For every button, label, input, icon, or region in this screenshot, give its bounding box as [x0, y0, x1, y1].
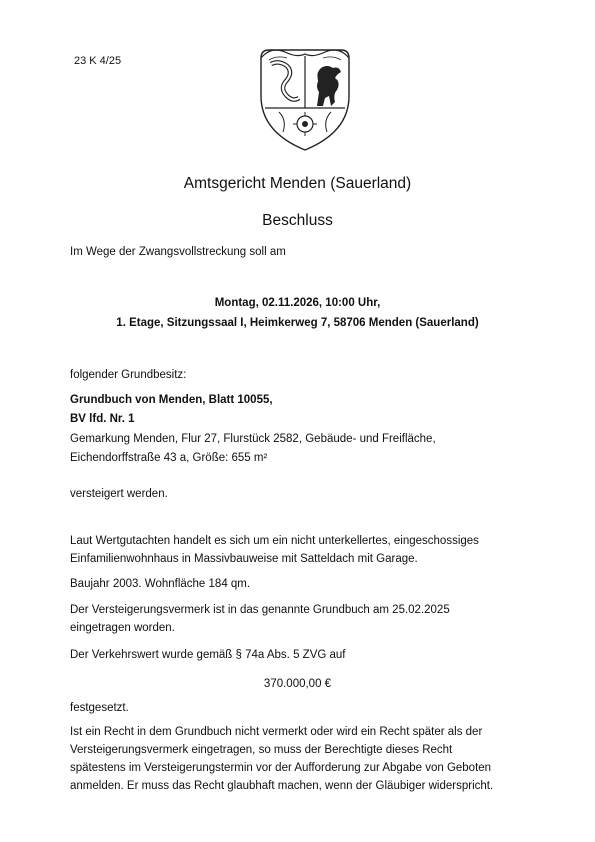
- termin-datum: Montag, 02.11.2026, 10:00 Uhr,: [214, 297, 381, 309]
- festgesetzt-text: festgesetzt.: [70, 702, 129, 714]
- aktenzeichen: 23 K 4/25: [74, 55, 122, 67]
- baujahr-text: Baujahr 2003. Wohnfläche 184 qm.: [70, 578, 251, 590]
- hinweis-zeile3: spätestens im Versteigerungstermin vor der Aufforderung zur Abgabe von Geboten: [70, 762, 492, 774]
- vermerk-zeile1: Der Versteigerungsvermerk ist in das genannte Grundbuch am 25.02.2025: [70, 604, 450, 616]
- grundbuch-text: Grundbuch von Menden, Blatt 10055,: [70, 394, 273, 406]
- adresse-text: Eichendorffstraße 43 a, Größe: 655 m²: [70, 452, 268, 464]
- doc-title: Beschluss: [262, 212, 333, 229]
- grundbesitz-label: folgender Grundbesitz:: [70, 369, 187, 381]
- coat-of-arms-icon: [257, 46, 353, 152]
- gutachten-zeile1: Laut Wertgutachten handelt es sich um ein nicht unterkellertes, eingeschossiges: [70, 535, 479, 547]
- gutachten-zeile2: Einfamilienwohnhaus in Massivbauweise mit Satteldach mit Garage.: [70, 553, 418, 565]
- vermerk-zeile2: eingetragen worden.: [70, 622, 175, 634]
- hinweis-zeile1: Ist ein Recht in dem Grundbuch nicht vermerkt oder wird ein Recht später als der: [70, 726, 483, 738]
- verkehrswert-text: Der Verkehrswert wurde gemäß § 74a Abs. 5 ZVG auf: [70, 649, 346, 661]
- court-title: Amtsgericht Menden (Sauerland): [183, 175, 412, 192]
- intro-text: Im Wege der Zwangsvollstreckung soll am: [70, 246, 286, 258]
- hinweis-zeile4: anmelden. Er muss das Recht glaubhaft machen, wenn der Gläubiger widerspricht.: [70, 780, 494, 792]
- bv-text: BV lfd. Nr. 1: [70, 413, 135, 425]
- versteigert-text: versteigert werden.: [70, 488, 168, 500]
- gemarkung-text: Gemarkung Menden, Flur 27, Flurstück 2582, Gebäude- und Freifläche,: [70, 433, 436, 445]
- hinweis-zeile2: Versteigerungsvermerk eingetragen, so muss der Berechtigte dieses Recht: [70, 744, 453, 756]
- termin-ort: 1. Etage, Sitzungssaal I, Heimkerweg 7, 58706 Menden (Sauerland): [116, 317, 479, 329]
- verkehrswert-betrag: 370.000,00 €: [263, 678, 332, 690]
